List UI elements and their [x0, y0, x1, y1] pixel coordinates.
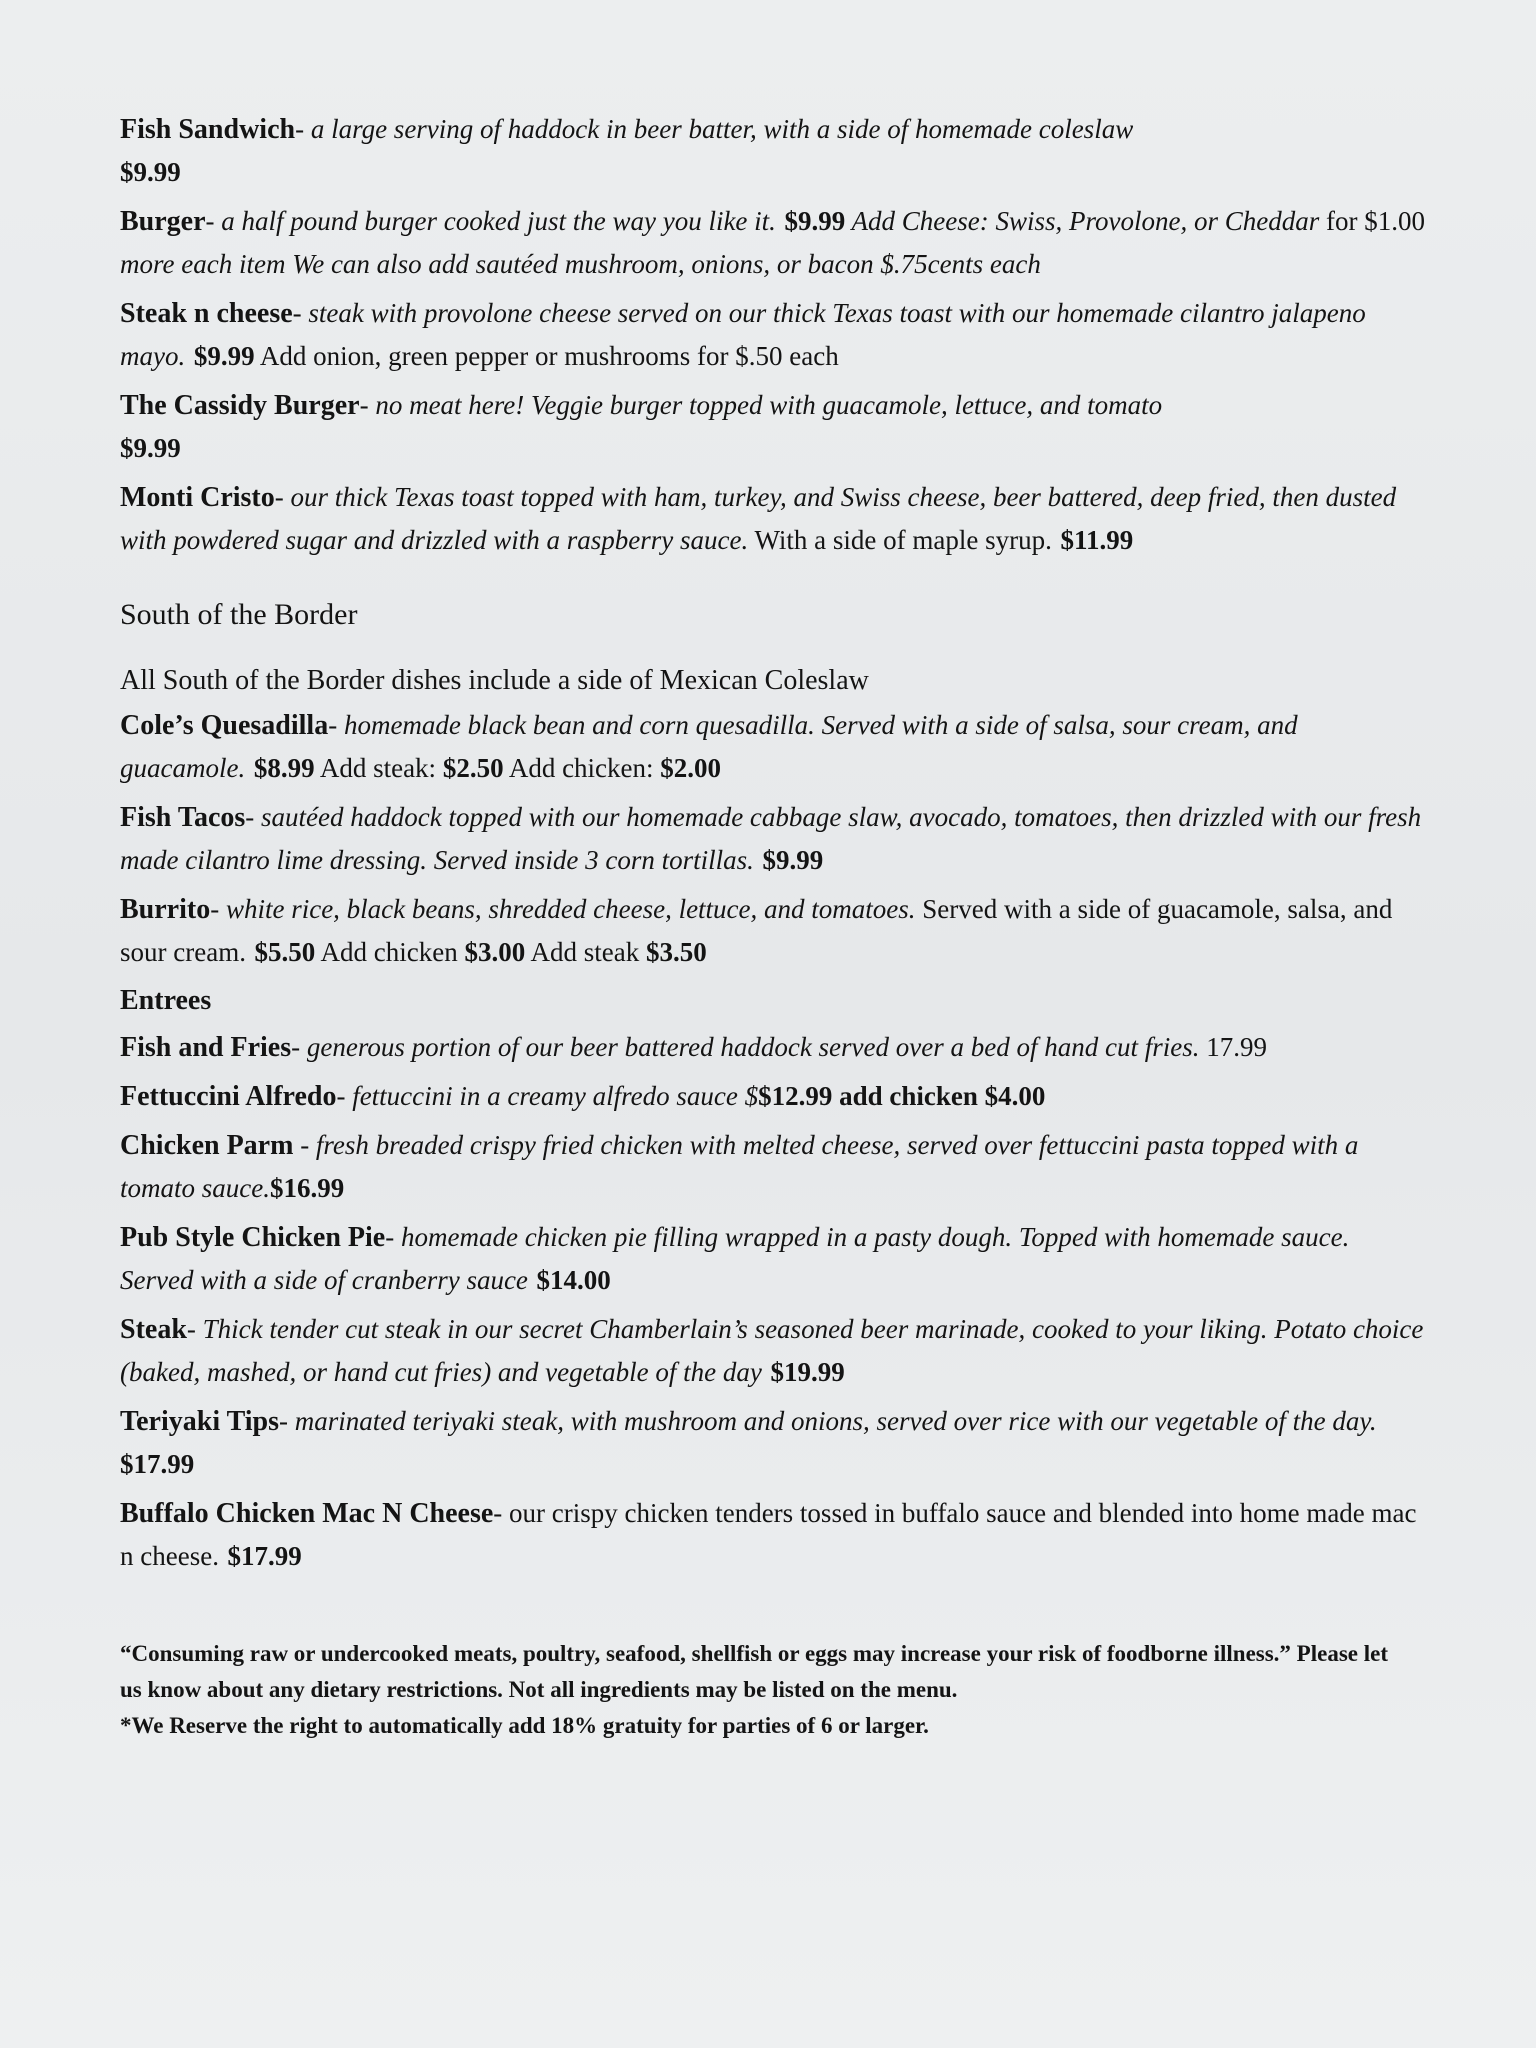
item-description: - marinated teriyaki steak, with mushroom and onions, served over rice with our vegetable of the day. [279, 1406, 1377, 1436]
item-name: Fish Sandwich [120, 114, 296, 145]
item-addon-price: $3.00 [464, 937, 526, 967]
menu-item-buffalo-chicken-mac-n-cheese [120, 1492, 1426, 1578]
item-description: - sautéed haddock topped with our homemade cabbage slaw, avocado, tomatoes, then drizzled with our fresh made cilantro lime dressing. Served inside 3 corn tortillas. [120, 802, 1422, 875]
item-name: Burrito [120, 894, 211, 925]
item-description: - homemade black bean and corn quesadilla. Served with a side of salsa, sour cream, and guacamole. [120, 710, 1298, 783]
item-description: - our thick Texas toast topped with ham, turkey, and Swiss cheese, beer battered, deep fried, then dusted with powdered sugar and drizzled with a raspberry sauce. [120, 482, 1397, 555]
item-description: - no meat here! Veggie burger topped with guacamole, lettuce, and tomato [359, 390, 1163, 420]
menu-item-quesadilla [120, 704, 1426, 790]
item-name: Monti Cristo [120, 482, 275, 513]
item-price: $14.00 [536, 1265, 611, 1295]
item-name: Teriyaki Tips [120, 1406, 280, 1437]
item-description: - generous portion of our beer battered haddock served over a bed of hand cut fries. [291, 1032, 1200, 1062]
item-addon-price: $2.00 [660, 753, 722, 783]
item-addon: Add Cheese: Swiss, Provolone, or Cheddar [845, 206, 1320, 236]
item-addon-price: $3.50 [646, 937, 707, 967]
item-description: - fresh breaded crispy fried chicken with melted cheese, served over fettuccini pasta topped with a tomato sauce. [120, 1130, 1359, 1203]
item-addon: Add chicken: [503, 753, 661, 783]
item-description: - homemade chicken pie filling wrapped in a pasty dough. Topped with homemade sauce. Served with a side of cranberry sauce [120, 1222, 1350, 1295]
item-addon: Add onion, green pepper or mushrooms for $.50 each [254, 341, 839, 371]
item-price: $16.99 [269, 1173, 345, 1203]
item-name: Fettuccini Alfredo [120, 1081, 337, 1112]
menu-item-fish-and-fries [120, 1026, 1426, 1069]
menu-item-fish-sandwich [120, 108, 1426, 194]
item-note: Served with a side of guacamole, salsa, and sour cream. [120, 894, 1393, 967]
item-addon-more: more each item We can also add sautéed mushroom, onions, or bacon $.75cents each [120, 249, 1041, 279]
gratuity-notice: *We Reserve the right to automatically add 18% gratuity for parties of 6 or larger. [120, 1713, 929, 1738]
item-price: $9.99 [120, 157, 181, 187]
menu-item-fish-tacos [120, 796, 1426, 882]
item-description: - steak with provolone cheese served on our thick Texas toast with our homemade cilantro jalapeno mayo. [120, 298, 1366, 371]
item-description: - white rice, black beans, shredded cheese, lettuce, and tomatoes. [210, 894, 916, 924]
item-description: - a large serving of haddock in beer batter, with a side of homemade coleslaw [295, 114, 1134, 144]
item-price: $9.99 [784, 206, 846, 236]
menu-item-steak [120, 1308, 1426, 1394]
item-name: Fish and Fries [120, 1032, 292, 1063]
item-price: $12.99 add chicken $4.00 [758, 1081, 1046, 1111]
item-addon-price: $2.50 [442, 753, 504, 783]
item-name: Cole’s Quesadilla [120, 710, 329, 741]
item-name: Buffalo Chicken Mac N Cheese [120, 1498, 494, 1529]
section-title-south-of-the-border: South of the Border [120, 598, 358, 631]
item-name: Fish Tacos [120, 802, 246, 833]
item-description: - fettuccini in a creamy alfredo sauce $ [336, 1081, 759, 1111]
item-addon-price: for $1.00 [1319, 206, 1425, 236]
item-price: $9.99 [120, 433, 181, 463]
menu-item-teriyaki-tips [120, 1400, 1426, 1486]
item-price: 17.99 [1199, 1032, 1267, 1062]
menu-item-cassidy-burger [120, 384, 1426, 470]
food-safety-notice: “Consuming raw or undercooked meats, poultry, seafood, shellfish or eggs may increase your risk of foodborne illness.” Please let us know about any dietary restrictions. Not all ingredients may be listed on the menu. [120, 1641, 1388, 1702]
item-price: $11.99 [1060, 525, 1134, 555]
item-price: $8.99 [253, 753, 315, 783]
menu-item-chicken-parm [120, 1124, 1426, 1210]
item-name: The Cassidy Burger [120, 390, 360, 421]
item-description: - a half pound burger cooked just the way you like it. [205, 206, 776, 236]
menu-item-steak-n-cheese [120, 292, 1426, 378]
item-price: $9.99 [762, 845, 824, 875]
item-name: Steak n cheese [120, 298, 293, 329]
item-description: - Thick tender cut steak in our secret Chamberlain’s seasoned beer marinade, cooked to your liking. Potato choice (baked, mashed, or hand cut fries) and vegetable of the day [120, 1314, 1424, 1387]
item-addon: Add steak: [314, 753, 443, 783]
item-price: $17.99 [120, 1449, 195, 1479]
item-description: - our crispy chicken tenders tossed in buffalo sauce and blended into home made mac n cheese. [120, 1498, 1417, 1571]
item-addon: Add chicken [315, 937, 465, 967]
item-name: Burger [120, 206, 206, 237]
menu-item-fettuccini-alfredo [120, 1075, 1426, 1118]
footer-disclaimer [120, 1636, 1400, 1744]
section-note: All South of the Border dishes include a side of Mexican Coleslaw [120, 665, 869, 696]
menu-item-pub-style-chicken-pie [120, 1216, 1426, 1302]
item-name: Chicken Parm [120, 1130, 294, 1161]
item-price: $19.99 [770, 1357, 845, 1387]
item-addon: Add steak [525, 937, 647, 967]
menu-item-burger [120, 200, 1426, 286]
item-note: With a side of maple syrup. [748, 525, 1052, 555]
item-name: Steak [120, 1314, 187, 1345]
item-name: Pub Style Chicken Pie [120, 1222, 386, 1253]
section-title-entrees: Entrees [120, 985, 212, 1016]
menu-item-burrito [120, 888, 1426, 974]
item-price: $9.99 [193, 341, 255, 371]
menu-item-monti-cristo [120, 476, 1426, 562]
item-price: $5.50 [254, 937, 316, 967]
item-price: $17.99 [227, 1541, 302, 1571]
